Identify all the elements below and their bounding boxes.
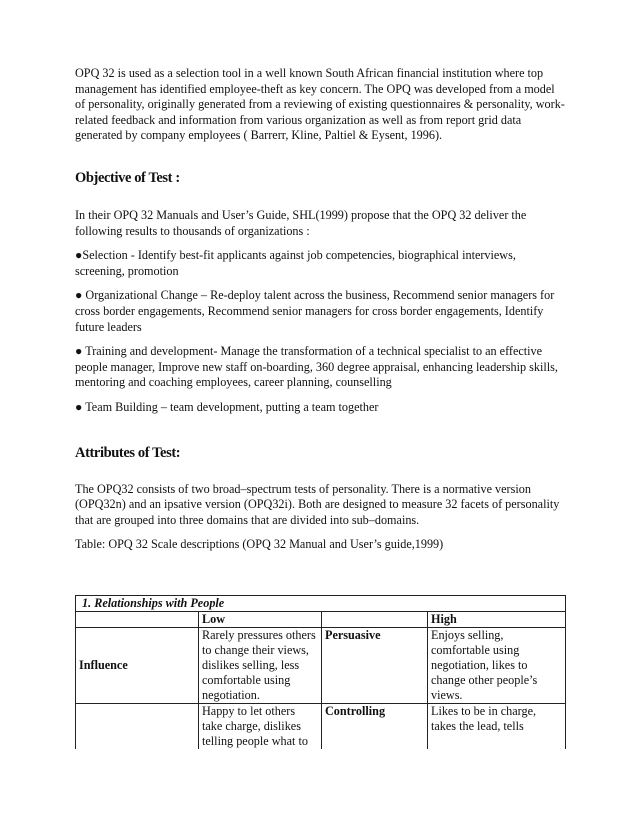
intro-paragraph: OPQ 32 is used as a selection tool in a well known South African financial institution where top management has identified employee-theft as key concern. The OPQ was developed from a model of personality, originally generated from a reviewing of existing questionnaires & personality, work-related feedback and information from various organization as well as from report grid data generated by company employees ( Barrerr, Kline, Paltiel & Eysent, 1996). [75, 66, 565, 143]
bullet-organizational-change: ● Organizational Change – Re-deploy talent across the business, Recommend senior managers for cross border engagements, Recommend senior managers for cross border engagements, Identify future leaders [75, 288, 555, 334]
table-section-row [76, 596, 566, 612]
low-description: Happy to let others take charge, dislikes telling people what to [199, 704, 322, 750]
opq-scale-table [75, 595, 566, 749]
low-description: Rarely pressures others to change their views, dislikes selling, less comfortable using negotiation. [199, 628, 322, 704]
bullet-training: ● Training and development- Manage the transformation of a technical specialist to an effective people manager, Improve new staff on-boarding, 360 degree appraisal, enhancing leadership skills, mentoring and coaching employees, career planning, counselling [75, 344, 558, 390]
document-body [75, 66, 565, 553]
header-empty [76, 612, 199, 628]
table-row [76, 628, 566, 704]
trait-name: Persuasive [322, 628, 428, 704]
section-title: 1. Relationships with People [76, 596, 566, 612]
table-row [76, 704, 566, 750]
header-high: High [428, 612, 566, 628]
table-header-row [76, 612, 566, 628]
domain-cell: Influence [76, 628, 199, 704]
trait-name: Controlling [322, 704, 428, 750]
table-caption: Table: OPQ 32 Scale descriptions (OPQ 32 Manual and User’s guide,1999) [75, 537, 444, 552]
domain-cell-empty [76, 704, 199, 750]
bullet-selection: ●Selection - Identify best-fit applicants against job competencies, biographical interviews, screening, promotion [75, 248, 516, 278]
objective-intro: In their OPQ 32 Manuals and User’s Guide, SHL(1999) propose that the OPQ 32 deliver the following results to thousands of organizations : [75, 207, 527, 238]
high-description: Enjoys selling, comfortable using negotiation, likes to change other people’s views. [428, 628, 566, 704]
header-low: Low [199, 612, 322, 628]
high-description: Likes to be in charge, takes the lead, tells [428, 704, 566, 750]
objective-heading: Objective of Test : [75, 169, 180, 186]
bullet-team-building: ● Team Building – team development, putting a team together [75, 399, 379, 414]
attributes-paragraph: The OPQ32 consists of two broad–spectrum tests of personality. There is a normative version (OPQ32n) and an ipsative version (OPQ32i). Both are designed to measure 32 facets of personality that are grouped into three domains that are divided into sub–domains. [75, 481, 560, 527]
header-empty-trait [322, 612, 428, 628]
attributes-heading: Attributes of Test: [75, 444, 181, 461]
